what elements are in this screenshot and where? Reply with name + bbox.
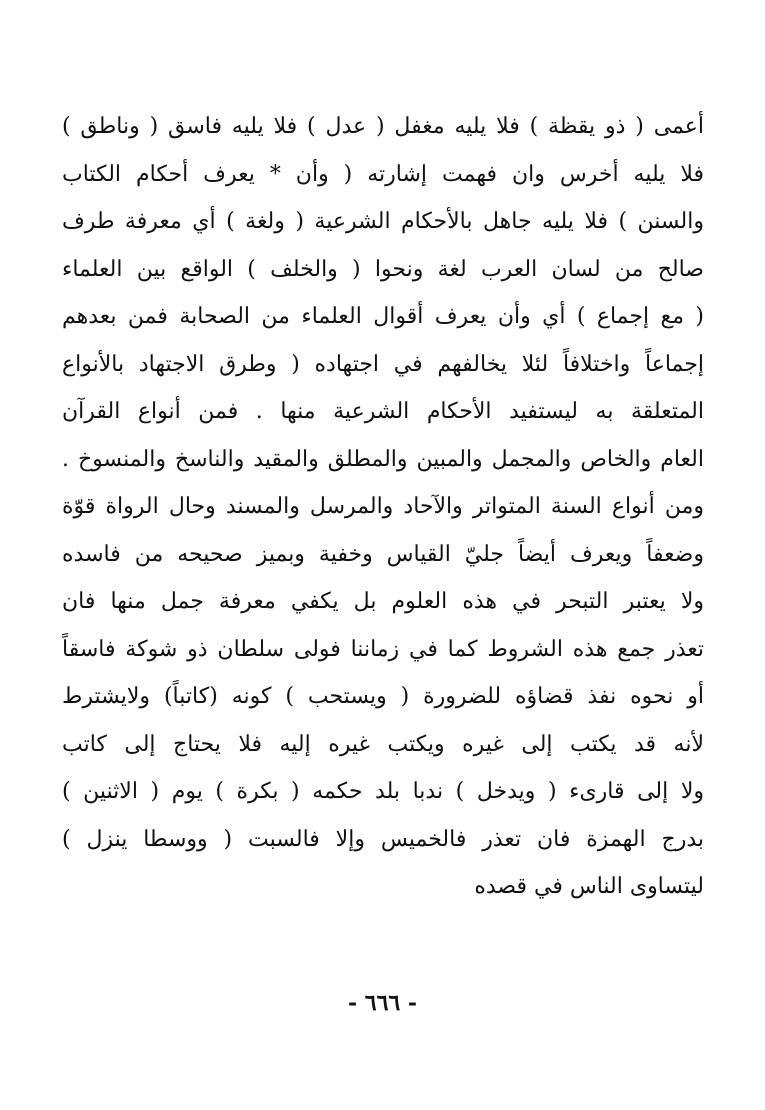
text-line-4: صالح من لسان العرب لغة ونحوا ( والخلف ) الواقع بين العلماء	[62, 256, 704, 282]
text-line-14: لأنه قد يكتب إلى غيره ويكتب غيره إليه فلا يحتاج إلى كاتب	[62, 731, 704, 757]
text-line-2: فلا يليه أخرس وان فهمت إشارته ( وأن * يعرف أحكام الكتاب	[62, 161, 704, 187]
text-line-17: ليتساوى الناس في قصده	[474, 874, 704, 899]
text-line-6: إجماعاً واختلافاً لئلا يخالفهم في اجتهاده ( وطرق الاجتهاد بالأنواع	[62, 351, 704, 377]
text-line-15: ولا إلى قارىء ( ويدخل ) ندبا بلد حكمه ( بكرة ) يوم ( الاثنين )	[62, 779, 704, 804]
page-number: - ٦٦٦ -	[347, 990, 418, 1016]
text-line-7: المتعلقة به ليستفيد الأحكام الشرعية منها . فمن أنواع القرآن	[62, 399, 704, 424]
body-text	[62, 103, 704, 911]
text-line-11: ولا يعتبر التبحر في هذه العلوم بل يكفي معرفة جمل منها فان	[62, 589, 704, 614]
text-line-13: أو نحوه نفذ قضاؤه للضرورة ( ويستحب ) كونه (كاتباً) ولايشترط	[62, 684, 704, 709]
text-line-8: العام والخاص والمجمل والمبين والمطلق والمقيد والناسخ والمنسوخ .	[62, 446, 704, 472]
text-line-9: ومن أنواع السنة المتواتر والآحاد والمرسل والمسند وحال الرواة قوّة	[62, 494, 704, 519]
text-line-12: تعذر جمع هذه الشروط كما في زماننا فولى سلطان ذو شوكة فاسقاً	[62, 636, 704, 662]
text-line-3: والسنن ) فلا يليه جاهل بالأحكام الشرعية ( ولغة ) أي معرفة طرف	[62, 209, 704, 234]
text-line-5: ( مع إجماع ) أي وأن يعرف أقوال العلماء من الصحابة فمن بعدهم	[62, 304, 704, 329]
text-line-16: بدرج الهمزة فان تعذر فالخميس وإلا فالسبت ( ووسطا ينزل )	[62, 826, 704, 852]
text-line-10: وضعفاً ويعرف أيضاً جليّ القياس وخفية وبميز صحيحه من فاسده	[62, 541, 704, 567]
text-line-1: أعمى ( ذو يقظة ) فلا يليه مغفل ( عدل ) فلا يليه فاسق ( وناطق )	[62, 114, 704, 139]
